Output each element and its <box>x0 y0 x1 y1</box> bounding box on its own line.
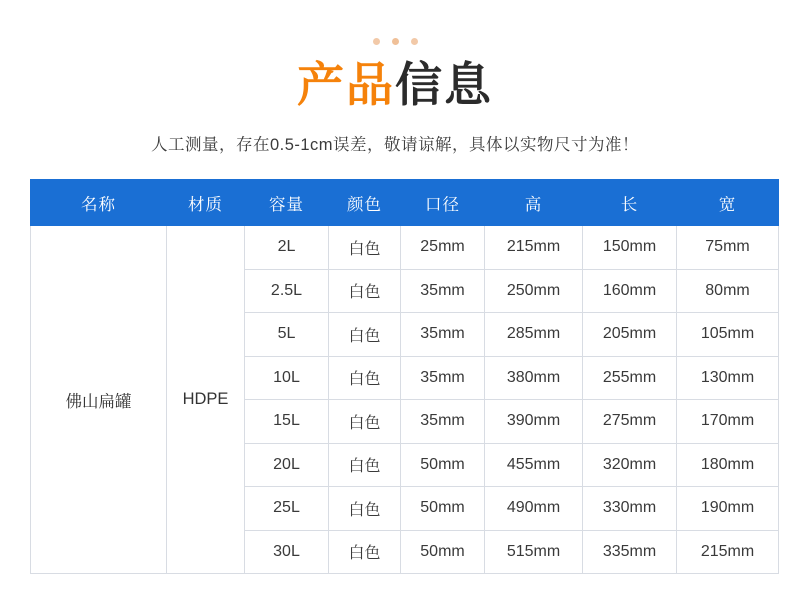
cell-caliber: 50mm <box>401 530 485 574</box>
page-title-highlight: 产品 <box>297 58 395 113</box>
cell-capacity: 10L <box>245 356 329 400</box>
cell-capacity: 5L <box>245 313 329 357</box>
page-title-rest: 信息 <box>395 58 493 113</box>
cell-height: 215mm <box>485 226 583 270</box>
column-header-caliber: 口径 <box>401 180 485 226</box>
cell-color: 白色 <box>329 356 401 400</box>
cell-caliber: 50mm <box>401 487 485 531</box>
cell-caliber: 35mm <box>401 356 485 400</box>
spec-table-wrapper <box>30 179 760 574</box>
cell-length: 335mm <box>583 530 677 574</box>
cell-color: 白色 <box>329 530 401 574</box>
column-header-width: 宽 <box>677 180 779 226</box>
cell-width: 75mm <box>677 226 779 270</box>
cell-caliber: 25mm <box>401 226 485 270</box>
cell-height: 390mm <box>485 400 583 444</box>
table-header-row <box>31 180 779 226</box>
cell-width: 130mm <box>677 356 779 400</box>
cell-width: 80mm <box>677 269 779 313</box>
cell-capacity: 2.5L <box>245 269 329 313</box>
cell-length: 275mm <box>583 400 677 444</box>
cell-width: 105mm <box>677 313 779 357</box>
cell-color: 白色 <box>329 226 401 270</box>
cell-width: 170mm <box>677 400 779 444</box>
page-title <box>0 59 790 113</box>
column-header-height: 高 <box>485 180 583 226</box>
cell-capacity: 15L <box>245 400 329 444</box>
column-header-capacity: 容量 <box>245 180 329 226</box>
cell-height: 250mm <box>485 269 583 313</box>
cell-length: 160mm <box>583 269 677 313</box>
cell-height: 455mm <box>485 443 583 487</box>
column-header-material: 材质 <box>167 180 245 226</box>
cell-caliber: 35mm <box>401 400 485 444</box>
cell-color: 白色 <box>329 269 401 313</box>
cell-product-name: 佛山扁罐 <box>31 226 167 574</box>
cell-capacity: 30L <box>245 530 329 574</box>
cell-color: 白色 <box>329 487 401 531</box>
cell-width: 215mm <box>677 530 779 574</box>
cell-height: 285mm <box>485 313 583 357</box>
cell-color: 白色 <box>329 443 401 487</box>
cell-length: 255mm <box>583 356 677 400</box>
spec-table <box>30 179 779 574</box>
cell-length: 205mm <box>583 313 677 357</box>
page-subtitle: 人工测量，存在0.5-1cm误差，敬请谅解，具体以实物尺寸为准！ <box>150 136 640 155</box>
cell-height: 490mm <box>485 487 583 531</box>
cell-caliber: 35mm <box>401 313 485 357</box>
cell-length: 320mm <box>583 443 677 487</box>
decorative-dots <box>0 0 790 45</box>
decorative-dot-icon <box>392 38 399 45</box>
cell-color: 白色 <box>329 313 401 357</box>
decorative-dot-icon <box>411 38 418 45</box>
column-header-name: 名称 <box>31 180 167 226</box>
decorative-dot-icon <box>373 38 380 45</box>
cell-capacity: 25L <box>245 487 329 531</box>
cell-width: 180mm <box>677 443 779 487</box>
column-header-color: 颜色 <box>329 180 401 226</box>
table-row <box>31 226 779 270</box>
cell-caliber: 50mm <box>401 443 485 487</box>
cell-caliber: 35mm <box>401 269 485 313</box>
cell-length: 150mm <box>583 226 677 270</box>
cell-capacity: 20L <box>245 443 329 487</box>
cell-width: 190mm <box>677 487 779 531</box>
cell-length: 330mm <box>583 487 677 531</box>
column-header-length: 长 <box>583 180 677 226</box>
cell-height: 515mm <box>485 530 583 574</box>
cell-height: 380mm <box>485 356 583 400</box>
cell-capacity: 2L <box>245 226 329 270</box>
cell-color: 白色 <box>329 400 401 444</box>
cell-material: HDPE <box>167 226 245 574</box>
